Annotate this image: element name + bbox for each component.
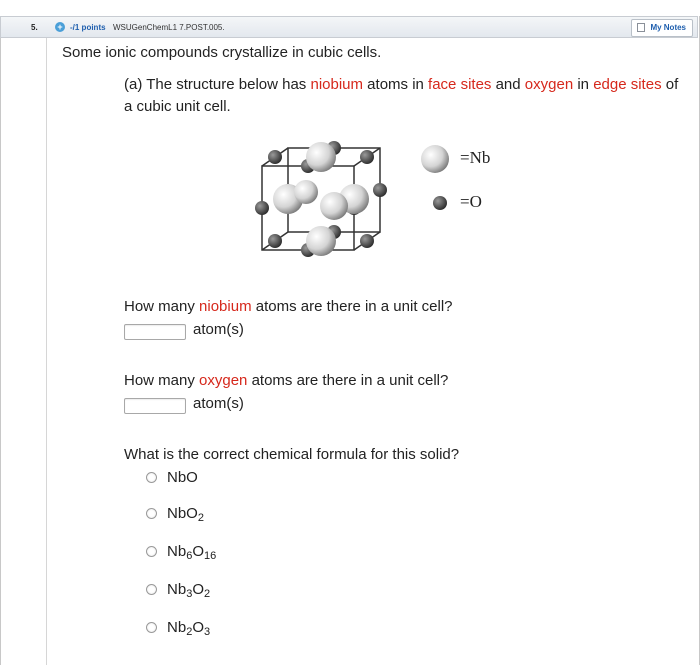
option-nb6o16[interactable] (146, 543, 346, 563)
oxygen-count-input[interactable] (124, 398, 186, 414)
option-text: NbO (167, 469, 198, 486)
option-nbo[interactable] (146, 469, 346, 489)
my-notes-label: My Notes (650, 23, 686, 32)
option-label: $Nb_2O_3$ (167, 619, 211, 638)
unit-cell-diagram (250, 136, 400, 266)
points-link[interactable]: -/1 points (70, 23, 106, 32)
radio-button[interactable] (146, 472, 157, 483)
intro-text: Some ionic compounds crystallize in cubic cells. (62, 44, 382, 61)
q2-prefix: How many (124, 372, 200, 389)
part-a-middle2: and (491, 76, 525, 93)
part-a-text (124, 74, 684, 118)
legend-o-label: =O (460, 192, 482, 211)
oxygen-question (124, 372, 448, 389)
expand-plus-icon[interactable]: + (55, 22, 65, 32)
legend-o (418, 188, 518, 218)
oxygen-unit: atom(s) (193, 395, 244, 412)
option-label: $Nb_6O_{16}$ (167, 543, 217, 562)
option-nb3o2[interactable] (146, 581, 346, 601)
face-sites-term: face sites (428, 76, 492, 93)
o-atom-icon (418, 188, 458, 218)
question-source: WSUGenChemL1 7.POST.005. (113, 23, 225, 32)
radio-button[interactable] (146, 508, 157, 519)
nb-atom-icon (418, 144, 458, 174)
option-nb2o3[interactable] (146, 619, 346, 639)
radio-button[interactable] (146, 584, 157, 595)
note-icon (637, 23, 645, 32)
option-nbo2[interactable] (146, 505, 346, 525)
niobium-unit: atom(s) (193, 321, 244, 338)
formula-question: What is the correct chemical formula for this solid? (124, 446, 460, 463)
option-label (167, 469, 198, 486)
option-label: NbO$_2$ (167, 505, 204, 524)
question-content (46, 38, 699, 665)
part-a-suffix: of a cubic unit cell. (124, 76, 679, 115)
part-a-middle1: atoms in (363, 76, 429, 93)
part-a-prefix: (a) The structure below has (124, 76, 311, 93)
edge-sites-term: edge sites (593, 76, 662, 93)
legend-nb-label: =Nb (460, 148, 491, 167)
niobium-term: niobium (310, 76, 364, 93)
radio-button[interactable] (146, 546, 157, 557)
q1-suffix: atoms are there in a unit cell? (251, 298, 453, 315)
my-notes-button[interactable] (631, 19, 693, 37)
question-header (0, 16, 698, 38)
question-number: 5. (31, 23, 38, 32)
niobium-question (124, 298, 453, 315)
part-a-middle3: in (573, 76, 594, 93)
niobium-count-input[interactable] (124, 324, 186, 340)
radio-button[interactable] (146, 622, 157, 633)
q1-prefix: How many (124, 298, 200, 315)
q1-highlight: niobium (199, 298, 252, 315)
option-label: $Nb_3O_2$ (167, 581, 211, 600)
oxygen-term: oxygen (524, 76, 574, 93)
q2-highlight: oxygen (199, 372, 248, 389)
legend-nb (418, 144, 518, 174)
q2-suffix: atoms are there in a unit cell? (247, 372, 449, 389)
